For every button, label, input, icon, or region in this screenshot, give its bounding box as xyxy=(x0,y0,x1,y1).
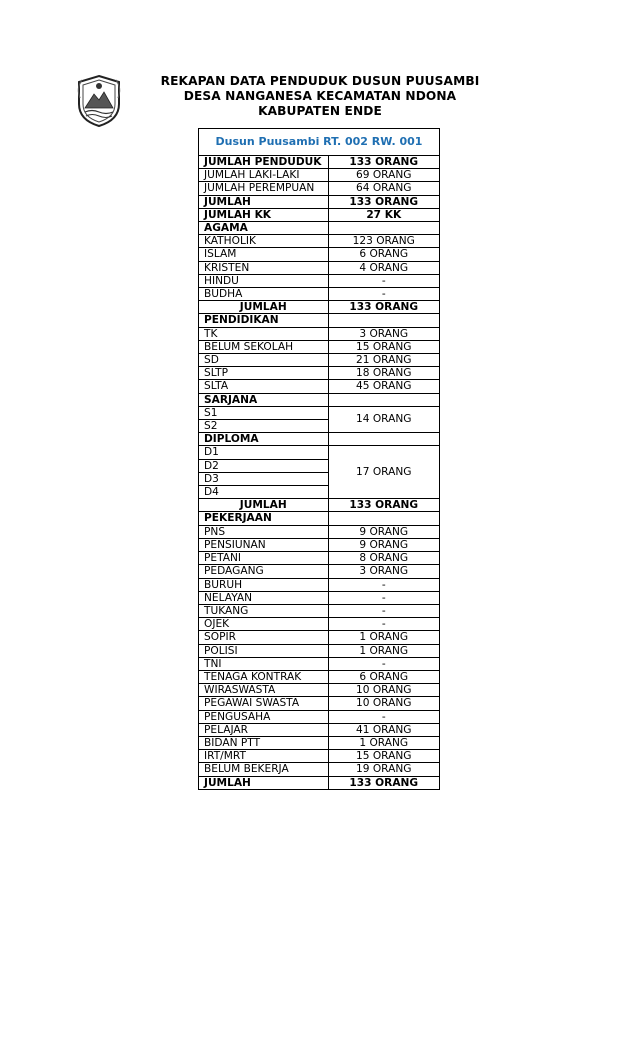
row-label: JUMLAH PENDUDUK xyxy=(199,156,328,169)
row-value: 6 ORANG xyxy=(328,248,439,261)
regency-seal-icon xyxy=(74,74,124,128)
row-label: TNI xyxy=(199,657,328,670)
row-value xyxy=(328,222,439,235)
row-value: 15 ORANG xyxy=(328,340,439,353)
table-row xyxy=(199,538,439,551)
row-value xyxy=(328,512,439,525)
row-value: 69 ORANG xyxy=(328,169,439,182)
row-label: JUMLAH KK xyxy=(199,208,328,221)
row-label: PELAJAR xyxy=(199,723,328,736)
table-row xyxy=(199,301,439,314)
row-label: SLTP xyxy=(199,367,328,380)
row-label: NELAYAN xyxy=(199,591,328,604)
row-label: D3 xyxy=(199,472,328,485)
row-label: BURUH xyxy=(199,578,328,591)
merged-value: 17 ORANG xyxy=(328,446,439,499)
row-value: 64 ORANG xyxy=(328,182,439,195)
table-row xyxy=(199,736,439,749)
document-header xyxy=(130,74,510,119)
row-value: 41 ORANG xyxy=(328,723,439,736)
row-value: 3 ORANG xyxy=(328,327,439,340)
table-row xyxy=(199,433,439,446)
population-table xyxy=(199,155,439,789)
table-row xyxy=(199,235,439,248)
row-label: JUMLAH PEREMPUAN xyxy=(199,182,328,195)
row-label: KATHOLIK xyxy=(199,235,328,248)
row-label: JUMLAH xyxy=(199,499,328,512)
table-row xyxy=(199,274,439,287)
table-row xyxy=(199,314,439,327)
table-row xyxy=(199,340,439,353)
row-label: JUMLAH xyxy=(199,776,328,789)
row-label: HINDU xyxy=(199,274,328,287)
table-caption: Dusun Puusambi RT. 002 RW. 001 xyxy=(215,135,423,148)
table-row xyxy=(199,604,439,617)
row-value: - xyxy=(328,604,439,617)
table-row xyxy=(199,684,439,697)
row-value xyxy=(328,433,439,446)
row-label: SARJANA xyxy=(199,393,328,406)
row-value: 1 ORANG xyxy=(328,644,439,657)
table-row xyxy=(199,565,439,578)
row-label: JUMLAH xyxy=(199,301,328,314)
row-label: BUDHA xyxy=(199,288,328,301)
table-row xyxy=(199,446,439,459)
row-label: PENGUSAHA xyxy=(199,710,328,723)
row-label: SOPIR xyxy=(199,631,328,644)
row-label: S2 xyxy=(199,420,328,433)
header-title-line1: REKAPAN DATA PENDUDUK DUSUN PUUSAMBI xyxy=(160,74,480,88)
table-row xyxy=(199,697,439,710)
row-value: 133 ORANG xyxy=(328,776,439,789)
row-label: PEGAWAI SWASTA xyxy=(199,697,328,710)
table-row xyxy=(199,578,439,591)
row-value: 19 ORANG xyxy=(328,763,439,776)
row-value: 27 KK xyxy=(328,208,439,221)
table-row xyxy=(199,354,439,367)
row-value: 6 ORANG xyxy=(328,670,439,683)
row-value: 133 ORANG xyxy=(328,499,439,512)
row-value: 123 ORANG xyxy=(328,235,439,248)
row-value: 1 ORANG xyxy=(328,736,439,749)
row-label: AGAMA xyxy=(199,222,328,235)
table-row xyxy=(199,367,439,380)
table-row xyxy=(199,750,439,763)
row-label: PETANI xyxy=(199,552,328,565)
row-label: PEKERJAAN xyxy=(199,512,328,525)
population-table-card xyxy=(198,128,440,790)
row-value: - xyxy=(328,657,439,670)
row-label: KRISTEN xyxy=(199,261,328,274)
header-title-line2: DESA NANGANESA KECAMATAN NDONA xyxy=(183,89,457,103)
row-value: 15 ORANG xyxy=(328,750,439,763)
row-value: 4 ORANG xyxy=(328,261,439,274)
row-value: 10 ORANG xyxy=(328,697,439,710)
row-label: TUKANG xyxy=(199,604,328,617)
row-label: BELUM SEKOLAH xyxy=(199,340,328,353)
row-value: 9 ORANG xyxy=(328,538,439,551)
row-label: BELUM BEKERJA xyxy=(199,763,328,776)
row-label: TK xyxy=(199,327,328,340)
row-label: D1 xyxy=(199,446,328,459)
table-row xyxy=(199,657,439,670)
row-value xyxy=(328,393,439,406)
row-value: - xyxy=(328,618,439,631)
row-value: 8 ORANG xyxy=(328,552,439,565)
table-row xyxy=(199,380,439,393)
row-label: TENAGA KONTRAK xyxy=(199,670,328,683)
row-value: 133 ORANG xyxy=(328,156,439,169)
table-row xyxy=(199,208,439,221)
table-row xyxy=(199,644,439,657)
row-value: 133 ORANG xyxy=(328,301,439,314)
row-label: OJEK xyxy=(199,618,328,631)
row-value xyxy=(328,314,439,327)
row-label: JUMLAH LAKI-LAKI xyxy=(199,169,328,182)
row-label: S1 xyxy=(199,406,328,419)
table-row xyxy=(199,393,439,406)
row-label: IRT/MRT xyxy=(199,750,328,763)
table-row xyxy=(199,288,439,301)
row-value: 10 ORANG xyxy=(328,684,439,697)
row-label: WIRASWASTA xyxy=(199,684,328,697)
table-row xyxy=(199,710,439,723)
table-row xyxy=(199,499,439,512)
table-row xyxy=(199,618,439,631)
row-value: - xyxy=(328,710,439,723)
merged-value: 14 ORANG xyxy=(328,406,439,432)
table-row xyxy=(199,763,439,776)
row-label: JUMLAH xyxy=(199,195,328,208)
row-label: DIPLOMA xyxy=(199,433,328,446)
table-row xyxy=(199,631,439,644)
row-value: 18 ORANG xyxy=(328,367,439,380)
table-row xyxy=(199,248,439,261)
table-row xyxy=(199,261,439,274)
row-label: POLISI xyxy=(199,644,328,657)
table-row xyxy=(199,195,439,208)
row-value: - xyxy=(328,274,439,287)
row-value: - xyxy=(328,288,439,301)
row-label: D2 xyxy=(199,459,328,472)
row-value: - xyxy=(328,591,439,604)
row-label: SD xyxy=(199,354,328,367)
row-value: 9 ORANG xyxy=(328,525,439,538)
row-label: BIDAN PTT xyxy=(199,736,328,749)
row-value: - xyxy=(328,578,439,591)
table-row xyxy=(199,182,439,195)
row-value: 45 ORANG xyxy=(328,380,439,393)
row-label: PNS xyxy=(199,525,328,538)
table-row xyxy=(199,525,439,538)
row-label: SLTA xyxy=(199,380,328,393)
row-value: 3 ORANG xyxy=(328,565,439,578)
row-label: ISLAM xyxy=(199,248,328,261)
header-title-line3: KABUPATEN ENDE xyxy=(258,104,382,118)
row-value: 21 ORANG xyxy=(328,354,439,367)
row-label: D4 xyxy=(199,486,328,499)
row-label: PENSIUNAN xyxy=(199,538,328,551)
table-row xyxy=(199,552,439,565)
table-row xyxy=(199,327,439,340)
row-label: PENDIDIKAN xyxy=(199,314,328,327)
row-value: 1 ORANG xyxy=(328,631,439,644)
table-row xyxy=(199,222,439,235)
row-label: PEDAGANG xyxy=(199,565,328,578)
table-row xyxy=(199,406,439,419)
row-value: 133 ORANG xyxy=(328,195,439,208)
table-row xyxy=(199,156,439,169)
table-row xyxy=(199,512,439,525)
table-row xyxy=(199,776,439,789)
table-row xyxy=(199,169,439,182)
table-row xyxy=(199,670,439,683)
table-row xyxy=(199,723,439,736)
table-row xyxy=(199,591,439,604)
